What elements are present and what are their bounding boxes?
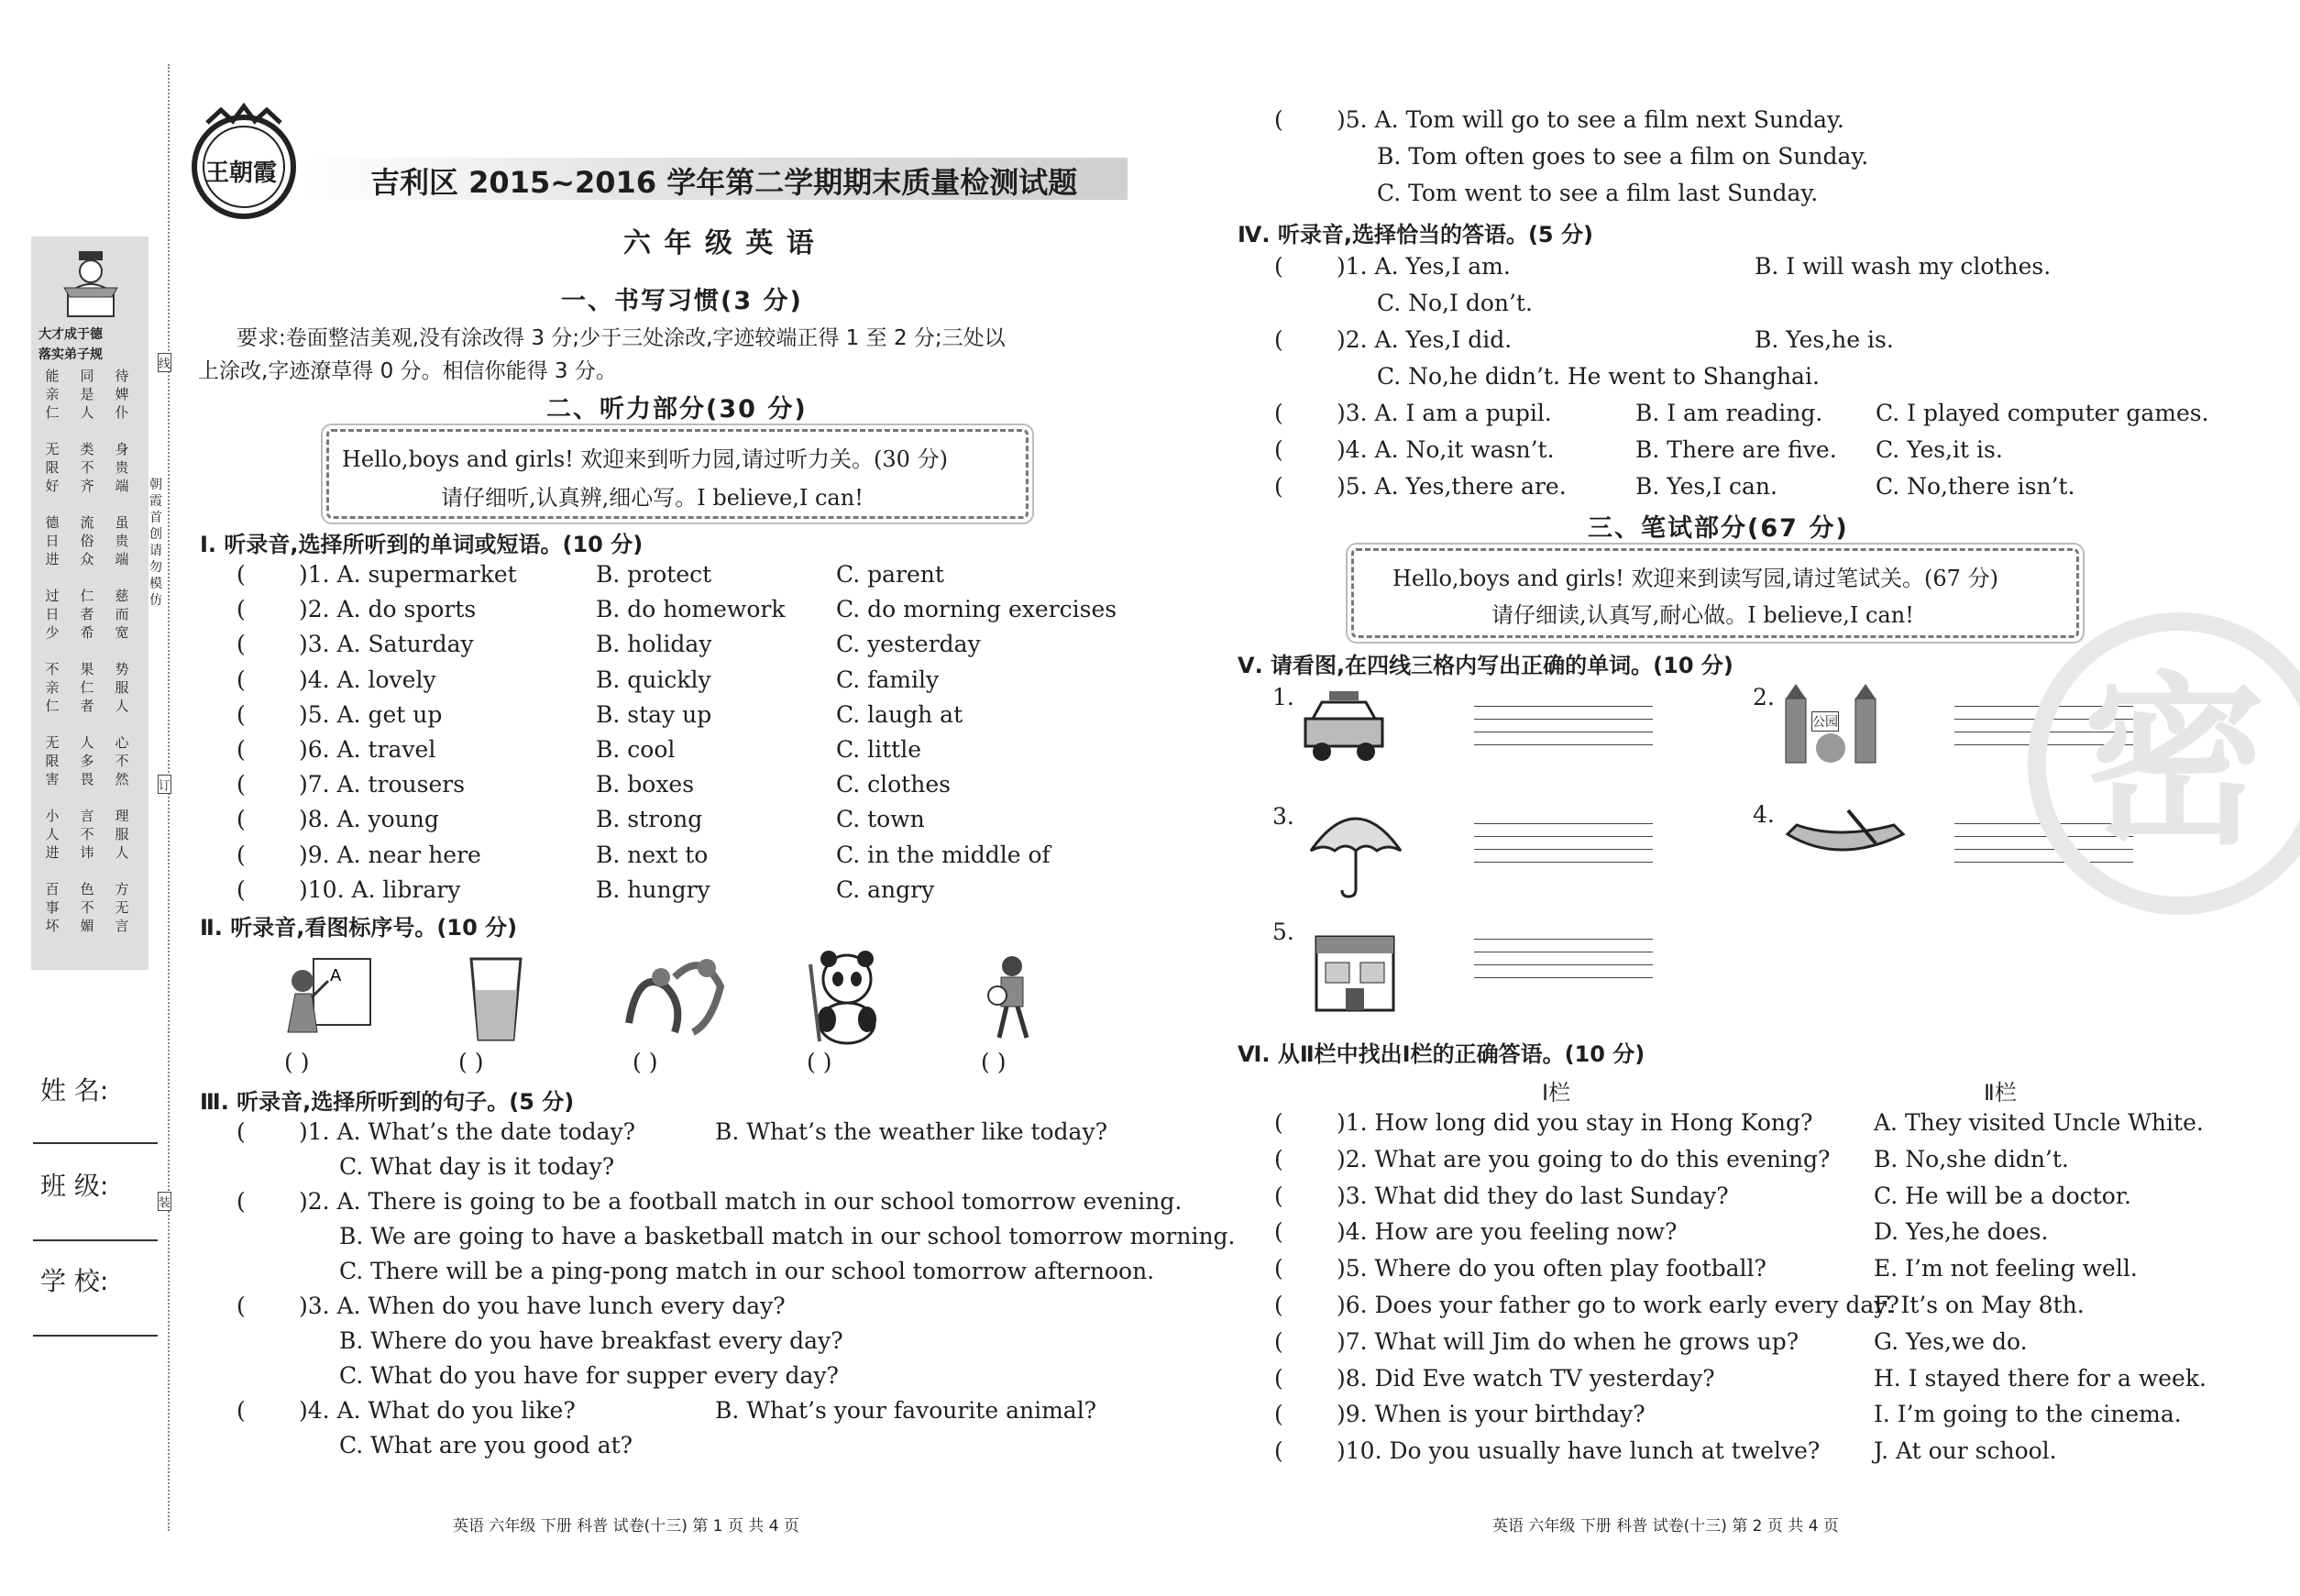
secII-blank-3[interactable]: ( ) xyxy=(633,1049,658,1075)
secII-blank-5[interactable]: ( ) xyxy=(981,1049,1007,1075)
motto-column: 流俗众 xyxy=(80,514,94,567)
binding-mark-2: 订 xyxy=(158,775,171,794)
secIV-heading: Ⅳ. 听录音,选择恰当的答语。(5 分) xyxy=(1238,222,1593,248)
part3-greeting-box xyxy=(1351,548,2079,638)
secVI-answer-7: G. Yes,we do. xyxy=(1874,1327,2028,1355)
motto-column: 慈而宽 xyxy=(115,588,129,641)
secIII-q3-option-b: B. Where do you have breakfast every day? xyxy=(339,1327,843,1354)
class-label: 班 级: xyxy=(40,1171,109,1201)
secIV-q4-option-c: C. Yes,it is. xyxy=(1876,436,2003,463)
secI-q10-option-c: C. angry xyxy=(836,875,935,903)
brand-logo-text: 王朝霞 xyxy=(205,160,278,187)
slogan-2: 落实弟子规 xyxy=(39,347,103,362)
secV-heading: Ⅴ. 请看图,在四线三格内写出正确的单词。(10 分) xyxy=(1238,653,1733,678)
secI-q10-option-a: )10. A. library xyxy=(299,875,461,903)
secIV-q2-option-c: C. No,he didn’t. He went to Shanghai. xyxy=(1377,363,1820,390)
binding-line xyxy=(168,64,170,1531)
secI-q5-answer[interactable]: ( xyxy=(237,700,246,728)
motto-sidebar xyxy=(31,237,149,970)
park-sign: 公园 xyxy=(1811,711,1839,732)
motto-column: 无限害 xyxy=(45,734,60,787)
secI-q8-option-a: )8. A. young xyxy=(299,806,439,833)
part2-box-line2: 请仔细听,认真辨,细心写。I believe,I can! xyxy=(441,485,864,511)
secVI-answer-9: I. I’m going to the cinema. xyxy=(1874,1401,2182,1428)
motto-column: 过日少 xyxy=(45,588,60,641)
secI-q8-answer[interactable]: ( xyxy=(237,806,246,833)
shop-picture xyxy=(1309,926,1401,1016)
secVI-q1-answer[interactable]: ( xyxy=(1274,1109,1283,1136)
motto-column: 言不讳 xyxy=(80,808,94,861)
secI-q4-option-c: C. family xyxy=(836,666,940,693)
secV-item-3-writing-line[interactable] xyxy=(1474,849,1653,850)
secIII-q5-option-a: )5. A. Tom will go to see a film next Sunday. xyxy=(1337,106,1844,133)
secIV-q1-option-a: )1. A. Yes,I am. xyxy=(1337,253,1511,280)
secVI-col2-heading: Ⅱ栏 xyxy=(1984,1080,2017,1106)
secV-item-5-writing-line[interactable] xyxy=(1474,977,1653,978)
motto-column: 无限好 xyxy=(45,441,60,494)
taxi-picture xyxy=(1300,688,1388,766)
secIII-q3-option-a: )3. A. When do you have lunch every day? xyxy=(299,1293,786,1319)
secIII-q2-answer[interactable]: ( xyxy=(237,1188,246,1215)
part2-box-line1: Hello,boys and girls! 欢迎来到听力园,请过听力关。(30 分) xyxy=(342,446,948,472)
secIII-q5-option-c: C. Tom went to see a film last Sunday. xyxy=(1377,180,1819,206)
secI-q6-option-b: B. cool xyxy=(596,736,676,763)
secVI-question-7: )7. What will Jim do when he grows up? xyxy=(1337,1327,1799,1355)
secIII-q2-option-c: C. There will be a ping-pong match in our school tomorrow afternoon. xyxy=(339,1258,1155,1284)
motto-column: 类不齐 xyxy=(80,441,94,494)
secI-q3-option-c: C. yesterday xyxy=(836,631,981,658)
secVI-question-9: )9. When is your birthday? xyxy=(1337,1401,1645,1428)
secIV-q1-option-b: B. I will wash my clothes. xyxy=(1755,253,2052,280)
secI-heading: Ⅰ. 听录音,选择所听到的单词或短语。(10 分) xyxy=(200,532,644,557)
secII-blank-2[interactable]: ( ) xyxy=(458,1049,484,1075)
secIII-q1-option-b: B. What’s the weather like today? xyxy=(715,1118,1107,1145)
secVI-q5-answer[interactable]: ( xyxy=(1274,1255,1283,1282)
motto-column: 色不媚 xyxy=(80,881,94,934)
secIV-q2-option-a: )2. A. Yes,I did. xyxy=(1337,326,1513,353)
secI-q5-option-b: B. stay up xyxy=(596,700,712,728)
motto-column: 同是人 xyxy=(80,368,94,421)
secIII-q4-option-a: )4. A. What do you like? xyxy=(299,1397,576,1424)
secV-item-5-writing-line[interactable] xyxy=(1474,939,1653,940)
secV-item-1-num: 1. xyxy=(1272,684,1294,710)
name-label: 姓 名: xyxy=(40,1075,109,1106)
motto-column: 百事坏 xyxy=(45,881,60,934)
secIV-q2-option-b: B. Yes,he is. xyxy=(1755,326,1894,353)
secVI-q6-answer[interactable]: ( xyxy=(1274,1292,1283,1318)
secII-blank-1[interactable]: ( ) xyxy=(284,1049,310,1075)
secI-q2-option-b: B. do homework xyxy=(596,596,786,623)
secIV-q5-option-c: C. No,there isn’t. xyxy=(1876,473,2075,500)
secI-q1-option-a: )1. A. supermarket xyxy=(299,561,517,588)
secI-q5-option-a: )5. A. get up xyxy=(299,700,443,728)
secV-item-3-writing-line[interactable] xyxy=(1474,823,1653,824)
secIII-q1-answer[interactable]: ( xyxy=(237,1118,246,1145)
secIV-q4-answer[interactable]: ( xyxy=(1274,436,1283,463)
binding-line-text: 朝霞首创 请勿模仿 xyxy=(149,478,162,608)
secV-item-3-writing-line[interactable] xyxy=(1474,836,1653,837)
secV-item-2-num: 2. xyxy=(1753,684,1775,710)
secVI-q9-answer[interactable]: ( xyxy=(1274,1401,1283,1428)
secIV-q5-option-b: B. Yes,I can. xyxy=(1635,473,1777,500)
umbrella-picture xyxy=(1305,805,1406,900)
girl-at-board-picture xyxy=(275,953,376,1045)
watermark-stamp-text: 密 xyxy=(2083,656,2267,870)
motto-column: 方无言 xyxy=(115,881,129,934)
secIII-heading: Ⅲ. 听录音,选择所听到的句子。(5 分) xyxy=(200,1089,575,1115)
exam-title: 吉利区 2015~2016 学年第二学期期末质量检测试题 xyxy=(370,165,1078,200)
school-field[interactable] xyxy=(33,1335,158,1337)
secI-q2-option-a: )2. A. do sports xyxy=(299,596,477,623)
secI-q10-option-b: B. hungry xyxy=(596,875,710,903)
secVI-question-5: )5. Where do you often play football? xyxy=(1337,1255,1766,1282)
motto-column: 不亲仁 xyxy=(45,661,60,714)
school-label: 学 校: xyxy=(40,1266,109,1296)
motto-column: 身贵端 xyxy=(115,441,129,494)
secVI-q8-answer[interactable]: ( xyxy=(1274,1364,1283,1392)
secI-q6-option-a: )6. A. travel xyxy=(299,736,436,763)
secVI-answer-1: A. They visited Uncle White. xyxy=(1874,1109,2204,1136)
motto-column: 待婢仆 xyxy=(115,368,129,421)
secVI-q10-answer[interactable]: ( xyxy=(1274,1437,1283,1465)
part1-req-line2: 上涂改,字迹潦草得 0 分。相信你能得 3 分。 xyxy=(198,359,617,383)
secIV-q3-answer[interactable]: ( xyxy=(1274,400,1283,426)
secIII-q3-answer[interactable]: ( xyxy=(237,1293,246,1319)
motto-column: 虽贵端 xyxy=(115,514,129,567)
secI-q3-option-a: )3. A. Saturday xyxy=(299,631,474,658)
secVI-q4-answer[interactable]: ( xyxy=(1274,1218,1283,1246)
secV-item-3-writing-line[interactable] xyxy=(1474,862,1653,863)
secVI-q3-answer[interactable]: ( xyxy=(1274,1182,1283,1209)
secI-q4-answer[interactable]: ( xyxy=(237,666,246,693)
motto-column: 势服人 xyxy=(115,661,129,714)
secIV-q4-option-b: B. There are five. xyxy=(1635,436,1837,463)
secI-q9-option-a: )9. A. near here xyxy=(299,841,481,868)
name-field[interactable] xyxy=(33,1142,158,1144)
secI-q2-answer[interactable]: ( xyxy=(237,596,246,623)
secIV-q1-option-c: C. No,I don’t. xyxy=(1377,290,1533,316)
secVI-heading: Ⅵ. 从Ⅱ栏中找出Ⅰ栏的正确答语。(10 分) xyxy=(1238,1041,1645,1067)
secIII-q1-option-c: C. What day is it today? xyxy=(339,1153,615,1180)
secI-q8-option-c: C. town xyxy=(836,806,925,833)
motto-column: 小人进 xyxy=(45,808,60,861)
secV-item-3-num: 3. xyxy=(1272,803,1294,830)
secVI-question-8: )8. Did Eve watch TV yesterday? xyxy=(1337,1364,1715,1392)
binding-mark-1: 线 xyxy=(158,353,171,372)
secVI-question-2: )2. What are you going to do this evening? xyxy=(1337,1145,1831,1172)
secI-q7-option-a: )7. A. trousers xyxy=(299,771,466,798)
secIV-q4-option-a: )4. A. No,it wasn’t. xyxy=(1337,436,1555,463)
part2-heading: 二、听力部分(30 分) xyxy=(546,395,808,424)
secIV-q3-option-b: B. I am reading. xyxy=(1635,400,1823,426)
secI-q7-answer[interactable]: ( xyxy=(237,771,246,798)
glass-of-water-picture xyxy=(464,953,528,1045)
secII-blank-4[interactable]: ( ) xyxy=(807,1049,832,1075)
secV-item-1-writing-line[interactable] xyxy=(1474,744,1653,745)
footer-right: 英语 六年级 下册 科普 试卷(十三) 第 2 页 共 4 页 xyxy=(1492,1517,1839,1535)
secVI-answer-2: B. No,she didn’t. xyxy=(1874,1145,2069,1172)
secI-q6-option-c: C. little xyxy=(836,736,922,763)
secV-item-1-writing-line[interactable] xyxy=(1474,719,1653,720)
footer-left: 英语 六年级 下册 科普 试卷(十三) 第 1 页 共 4 页 xyxy=(453,1517,799,1535)
secIII-q5-answer[interactable]: ( xyxy=(1274,106,1283,133)
motto-column: 德日进 xyxy=(45,514,60,567)
part2-greeting-box xyxy=(326,429,1029,519)
secI-q5-option-c: C. laugh at xyxy=(836,700,963,728)
secIV-q5-answer[interactable]: ( xyxy=(1274,473,1283,500)
secVI-q7-answer[interactable]: ( xyxy=(1274,1327,1283,1355)
motto-column: 仁者希 xyxy=(80,588,94,641)
secVI-answer-10: J. At our school. xyxy=(1874,1437,2057,1465)
motto-column: 人多畏 xyxy=(80,734,94,787)
secVI-question-6: )6. Does your father go to work early every day? xyxy=(1337,1292,1899,1318)
motto-column: 理服人 xyxy=(115,808,129,861)
watermark-stamp xyxy=(2028,612,2300,915)
secVI-question-3: )3. What did they do last Sunday? xyxy=(1337,1182,1729,1209)
secVI-question-1: )1. How long did you stay in Hong Kong? xyxy=(1337,1109,1813,1136)
secVI-q2-answer[interactable]: ( xyxy=(1274,1145,1283,1172)
secIII-q4-answer[interactable]: ( xyxy=(237,1397,246,1424)
part3-box-line2: 请仔细读,认真写,耐心做。I believe,I can! xyxy=(1491,602,1914,628)
secI-q7-option-c: C. clothes xyxy=(836,771,951,798)
binding-mark-3: 装 xyxy=(158,1192,171,1211)
secI-q9-option-c: C. in the middle of xyxy=(836,841,1051,868)
secVI-answer-4: D. Yes,he does. xyxy=(1874,1218,2049,1246)
secIV-q5-option-a: )5. A. Yes,there are. xyxy=(1337,473,1567,500)
secI-q4-option-b: B. quickly xyxy=(596,666,711,693)
secII-heading: Ⅱ. 听录音,看图标序号。(10 分) xyxy=(200,915,518,941)
motto-column: 果仁者 xyxy=(80,661,94,714)
boat-picture xyxy=(1784,807,1909,871)
exam-subtitle: 六 年 级 英 语 xyxy=(623,227,816,259)
secVI-answer-3: C. He will be a doctor. xyxy=(1874,1182,2131,1209)
secIV-q3-option-a: )3. A. I am a pupil. xyxy=(1337,400,1552,426)
secIII-q1-option-a: )1. A. What’s the date today? xyxy=(299,1118,636,1145)
secIII-q5-option-b: B. Tom often goes to see a film on Sunday. xyxy=(1377,143,1869,170)
secI-q1-option-c: C. parent xyxy=(836,561,944,588)
secIII-q2-option-a: )2. A. There is going to be a football match in our school tomorrow evening. xyxy=(299,1188,1183,1215)
secI-q1-option-b: B. protect xyxy=(596,561,712,588)
part3-heading: 三、笔试部分(67 分) xyxy=(1588,514,1849,543)
secIV-q2-answer[interactable]: ( xyxy=(1274,326,1283,353)
secI-q3-answer[interactable]: ( xyxy=(237,631,246,658)
secIV-q1-answer[interactable]: ( xyxy=(1274,253,1283,280)
secI-q2-option-c: C. do morning exercises xyxy=(836,596,1117,623)
secIII-q4-option-c: C. What are you good at? xyxy=(339,1432,633,1458)
part3-box-line1: Hello,boys and girls! 欢迎来到读写园,请过笔试关。(67 分) xyxy=(1392,566,1998,591)
secIII-q2-option-b: B. We are going to have a basketball match in our school tomorrow morning. xyxy=(339,1223,1236,1249)
svg-text:A: A xyxy=(330,966,342,985)
secV-item-5-writing-line[interactable] xyxy=(1474,964,1653,965)
part1-heading: 一、书写习惯(3 分) xyxy=(561,287,803,315)
motto-column: 能亲仁 xyxy=(45,368,60,421)
secI-q1-answer[interactable]: ( xyxy=(237,561,246,588)
secI-q6-answer[interactable]: ( xyxy=(237,736,246,763)
secV-item-1-writing-line[interactable] xyxy=(1474,706,1653,707)
secIII-q3-option-c: C. What do you have for supper every day? xyxy=(339,1362,839,1389)
secI-q9-answer[interactable]: ( xyxy=(237,841,246,868)
part1-req-line1: 要求:卷面整洁美观,没有涂改得 3 分;少于三处涂改,字迹较端正得 1 至 2 分;三处以 xyxy=(237,326,1006,350)
scholar-figure-icon xyxy=(59,248,123,321)
secI-q7-option-b: B. boxes xyxy=(596,771,695,798)
secVI-answer-8: H. I stayed there for a week. xyxy=(1874,1364,2206,1392)
dragons-picture xyxy=(620,950,730,1045)
secI-q9-option-b: B. next to xyxy=(596,841,709,868)
secVI-question-4: )4. How are you feeling now? xyxy=(1337,1218,1678,1246)
class-field[interactable] xyxy=(33,1239,158,1241)
slogan-1: 大才成于德 xyxy=(39,327,103,342)
secVI-col1-heading: Ⅰ栏 xyxy=(1542,1080,1571,1106)
secIV-q3-option-c: C. I played computer games. xyxy=(1876,400,2209,426)
panda-picture xyxy=(799,946,891,1047)
secI-q10-answer[interactable]: ( xyxy=(237,875,246,903)
secI-q4-option-a: )4. A. lovely xyxy=(299,666,436,693)
secV-item-5-num: 5. xyxy=(1272,919,1294,945)
secI-q3-option-b: B. holiday xyxy=(596,631,712,658)
secVI-question-10: )10. Do you usually have lunch at twelve? xyxy=(1337,1437,1821,1465)
motto-column: 心不然 xyxy=(115,734,129,787)
secI-q8-option-b: B. strong xyxy=(596,806,703,833)
secIII-q4-option-b: B. What’s your favourite animal? xyxy=(715,1397,1097,1424)
secVI-answer-5: E. I’m not feeling well. xyxy=(1874,1255,2138,1282)
secV-item-4-num: 4. xyxy=(1753,801,1775,828)
secVI-answer-6: F. It’s on May 8th. xyxy=(1874,1292,2085,1318)
boy-with-ball-picture xyxy=(979,953,1043,1045)
